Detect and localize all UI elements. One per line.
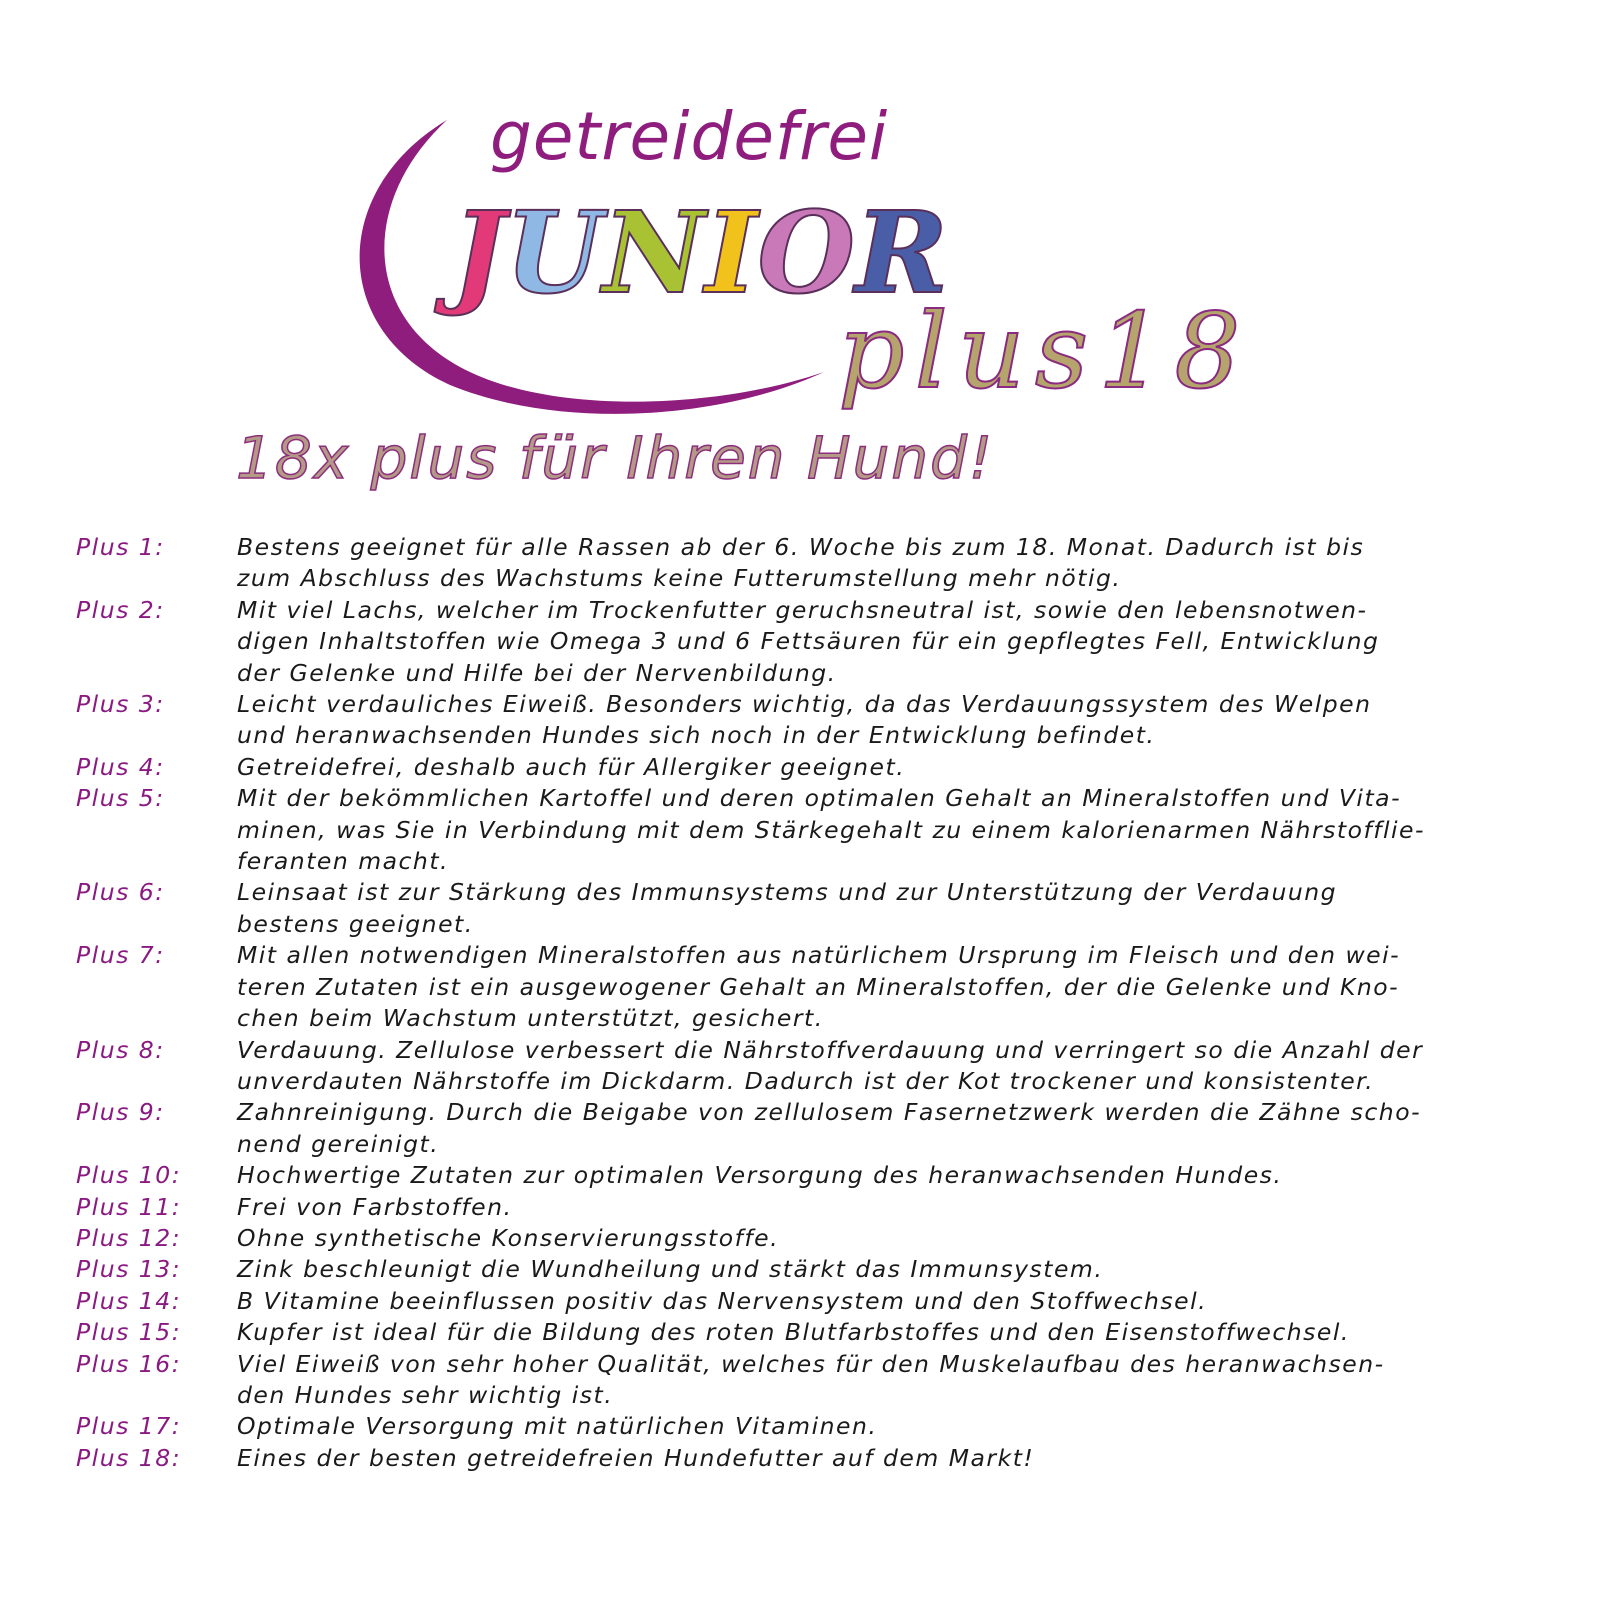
benefit-label: Plus 5: [76,784,165,813]
benefit-text [237,1443,1546,1474]
benefit-text-line: den Hundes sehr wichtig ist. [237,1380,614,1409]
logo-title-letter: R [855,188,949,319]
benefit-text-line: Viel Eiweiß von sehr hoher Qualität, welches für den Muskelaufbau des heranwachsen- [237,1349,1385,1378]
benefit-item [76,1097,1546,1160]
benefit-item [76,1223,1546,1254]
benefit-text [237,689,1546,752]
benefit-text [237,877,1546,940]
benefit-label: Plus 15: [76,1318,182,1347]
benefit-item [76,783,1546,877]
benefit-item [76,532,1546,595]
benefit-text [237,1254,1546,1285]
benefit-text [237,1192,1546,1223]
benefit-item [76,1160,1546,1191]
benefit-text [237,595,1546,689]
benefit-label: Plus 7: [76,941,165,970]
benefit-text-line: minen, was Sie in Verbindung mit dem Stärkegehalt zu einem kalorienarmen Nährstofflie- [237,815,1425,844]
benefits-list [76,532,1546,1474]
benefit-text-line: Eines der besten getreidefreien Hundefutter auf dem Markt! [237,1443,1035,1472]
benefit-text-line: Verdauung. Zellulose verbessert die Nährstoffverdauung und verringert so die Anzahl der [237,1035,1424,1064]
benefit-text [237,1349,1546,1412]
benefit-text-line: bestens geeignet. [237,909,474,938]
benefit-text-line: zum Abschluss des Wachstums keine Futterumstellung mehr nötig. [237,564,1122,593]
benefit-text [237,783,1546,877]
benefit-text-line: und heranwachsenden Hundes sich noch in der Entwicklung befindet. [237,721,1156,750]
benefit-text [237,752,1546,783]
benefit-label: Plus 18: [76,1443,182,1472]
benefit-text-line: Mit der bekömmlichen Kartoffel und deren optimalen Gehalt an Mineralstoffen und Vita- [237,784,1402,813]
benefit-text-line: Zink beschleunigt die Wundheilung und stärkt das Immunsystem. [237,1255,1104,1284]
benefit-label: Plus 9: [76,1098,165,1127]
benefit-label: Plus 2: [76,595,165,624]
benefit-text-line: Mit viel Lachs, welcher im Trockenfutter geruchsneutral ist, sowie den lebensnotwen- [237,595,1368,624]
benefit-item [76,1349,1546,1412]
logo-title-letter: N [602,188,706,319]
benefit-text-line: teren Zutaten ist ein ausgewogener Gehalt an Mineralstoffen, der die Gelenke und Kno- [237,972,1400,1001]
benefit-text-line: Leicht verdauliches Eiweiß. Besonders wichtig, da das Verdauungssystem des Welpen [237,690,1372,719]
logo-title-letter: O [757,188,855,319]
logo-title-letter: I [705,188,758,319]
benefit-item [76,689,1546,752]
benefit-label: Plus 16: [76,1349,182,1378]
benefit-text-line: Leinsaat ist zur Stärkung des Immunsystems und zur Unterstützung der Verdauung [237,878,1338,907]
benefit-item [76,1254,1546,1285]
benefit-item [76,1192,1546,1223]
benefit-text-line: Mit allen notwendigen Mineralstoffen aus natürlichem Ursprung im Fleisch und den wei- [237,941,1401,970]
benefit-text [237,1411,1546,1442]
benefit-item [76,940,1546,1034]
benefit-item [76,1286,1546,1317]
benefit-text-line: nend gereinigt. [237,1129,440,1158]
benefit-label: Plus 11: [76,1192,182,1221]
benefit-label: Plus 17: [76,1412,182,1441]
benefit-label: Plus 6: [76,878,165,907]
benefit-label: Plus 10: [76,1161,182,1190]
product-logo [0,0,1600,520]
benefit-label: Plus 12: [76,1223,182,1252]
tagline: 18x plus für Ihren Hund! [236,424,995,492]
benefit-item [76,1317,1546,1348]
benefit-text-line: der Gelenke und Hilfe bei der Nervenbildung. [237,658,837,687]
benefit-text-line: Getreidefrei, deshalb auch für Allergiker geeignet. [237,752,906,781]
benefit-text [237,1317,1546,1348]
benefit-item [76,595,1546,689]
logo-subtitle-plus18: plus18 [838,290,1251,412]
benefit-text [237,940,1546,1034]
benefit-item [76,877,1546,940]
benefit-text-line: unverdauten Nährstoffe im Dickdarm. Dadurch ist der Kot trockener und konsistenter. [237,1066,1375,1095]
benefit-text [237,1286,1546,1317]
benefit-label: Plus 14: [76,1286,182,1315]
benefit-text-line: Zahnreinigung. Durch die Beigabe von zellulosem Fasernetzwerk werden die Zähne scho- [237,1098,1422,1127]
benefit-text-line: Bestens geeignet für alle Rassen ab der 6. Woche bis zum 18. Monat. Dadurch ist bis [237,533,1365,561]
benefit-text-line: feranten macht. [237,847,450,876]
logo-title-letter: J [452,188,505,319]
benefit-text [237,1223,1546,1254]
benefit-item [76,1411,1546,1442]
benefit-label: Plus 4: [76,752,165,781]
benefit-text-line: Optimale Versorgung mit natürlichen Vitaminen. [237,1412,878,1441]
benefit-label: Plus 3: [76,690,165,719]
benefit-text [237,1035,1546,1098]
benefit-text-line: Hochwertige Zutaten zur optimalen Versorgung des heranwachsenden Hundes. [237,1161,1283,1190]
benefit-text-line: chen beim Wachstum unterstützt, gesichert. [237,1004,824,1033]
logo-title-letter: U [505,188,603,319]
logo-brand-top: getreidefrei [490,98,889,175]
benefit-label: Plus 1: [76,533,165,561]
benefit-label: Plus 8: [76,1035,165,1064]
benefit-text-line: B Vitamine beeinflussen positiv das Nervensystem und den Stoffwechsel. [237,1286,1208,1315]
benefit-text [237,532,1546,595]
benefit-item [76,752,1546,783]
benefit-text-line: Ohne synthetische Konservierungsstoffe. [237,1223,780,1252]
benefit-text [237,1160,1546,1191]
benefit-text-line: Frei von Farbstoffen. [237,1192,513,1221]
benefit-label: Plus 13: [76,1255,182,1284]
benefit-text [237,1097,1546,1160]
benefit-text-line: Kupfer ist ideal für die Bildung des roten Blutfarbstoffes und den Eisenstoffwechsel. [237,1318,1350,1347]
benefit-item [76,1443,1546,1474]
benefit-text-line: digen Inhaltstoffen wie Omega 3 und 6 Fettsäuren für ein gepflegtes Fell, Entwicklung [237,627,1380,656]
benefit-item [76,1035,1546,1098]
